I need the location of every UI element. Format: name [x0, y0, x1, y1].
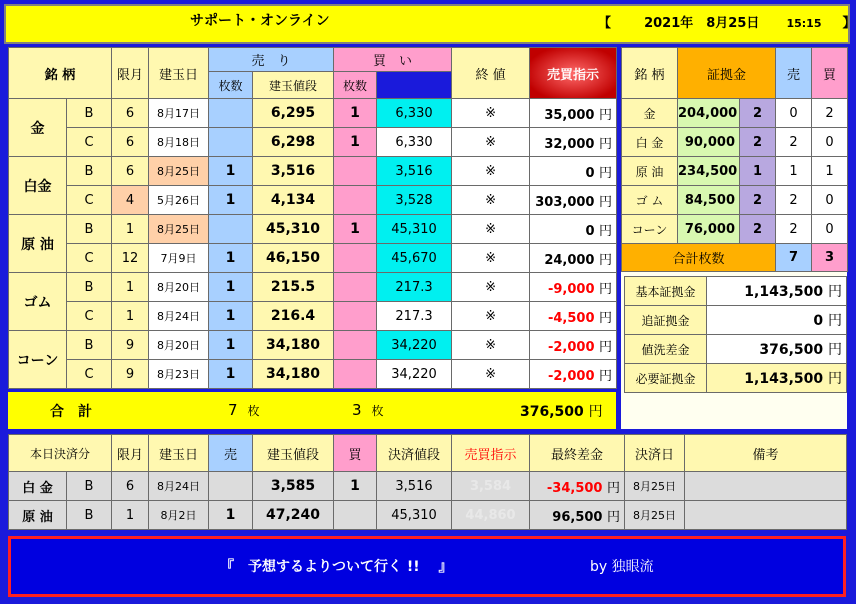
- position-signal: ※: [452, 360, 530, 389]
- position-close: 45,310: [377, 215, 452, 244]
- margin-table: [621, 47, 848, 272]
- position-diff: 35,000 円: [530, 99, 617, 128]
- time-label: 15:15: [786, 17, 822, 30]
- position-buy-count: [334, 331, 377, 360]
- position-diff: -9,000 円: [530, 273, 617, 302]
- position-date: 7月9日: [149, 244, 209, 273]
- settled-price: 3,516: [377, 472, 452, 501]
- settle-header-signal: 売買指示: [452, 435, 530, 472]
- header-buy-count: 枚数: [334, 72, 377, 99]
- margin-count: 1: [740, 157, 776, 186]
- summary-label: 値洗差金: [625, 335, 707, 364]
- position-row[interactable]: [9, 186, 617, 215]
- margin-commodity: ゴ ム: [622, 186, 678, 215]
- settled-commodity: 白 金: [9, 472, 67, 501]
- settled-type: B: [67, 501, 112, 530]
- settled-price: 45,310: [377, 501, 452, 530]
- position-sell-count: 1: [209, 360, 253, 389]
- position-date: 8月23日: [149, 360, 209, 389]
- position-diff: 32,000 円: [530, 128, 617, 157]
- position-month: 12: [112, 244, 149, 273]
- settle-header-settle-price: 決済値段: [377, 435, 452, 472]
- summary-value: 1,143,500 円: [707, 277, 847, 306]
- header-date: 建玉日: [149, 48, 209, 99]
- position-month: 6: [112, 157, 149, 186]
- settled-final-diff: -34,500 円: [530, 472, 625, 501]
- settle-header-entry: 建玉値段: [253, 435, 334, 472]
- position-type: B: [67, 331, 112, 360]
- position-date: 5月26日: [149, 186, 209, 215]
- settle-header-buy: 買: [334, 435, 377, 472]
- position-row[interactable]: [9, 99, 617, 128]
- position-row[interactable]: [9, 128, 617, 157]
- settle-header-note: 備考: [685, 435, 847, 472]
- position-close: 217.3: [377, 302, 452, 331]
- position-type: B: [67, 99, 112, 128]
- commodity-name: 原 油: [9, 215, 67, 273]
- position-sell-count: 1: [209, 273, 253, 302]
- position-close: 3,528: [377, 186, 452, 215]
- position-month: 9: [112, 331, 149, 360]
- header-name: 銘 柄: [9, 48, 112, 99]
- margin-total-buy: 3: [812, 244, 848, 272]
- settled-row[interactable]: [9, 472, 847, 501]
- settled-month: 1: [112, 501, 149, 530]
- position-signal: ※: [452, 244, 530, 273]
- header-entry-price: 建玉値段: [253, 72, 334, 99]
- page-title: サポート・オンライン: [190, 13, 330, 29]
- position-buy-count: 1: [334, 128, 377, 157]
- position-entry-price: 45,310: [253, 215, 334, 244]
- margin-amount: 204,000: [678, 99, 740, 128]
- header-month: 限月: [112, 48, 149, 99]
- margin-buy: 1: [812, 157, 848, 186]
- position-buy-count: [334, 302, 377, 331]
- position-signal: ※: [452, 302, 530, 331]
- slogan-text: 『 予想するよりついて行く !! 』: [220, 559, 453, 575]
- settled-settle-date: 8月25日: [625, 472, 685, 501]
- position-buy-count: [334, 244, 377, 273]
- position-sell-count: 1: [209, 244, 253, 273]
- position-buy-count: 1: [334, 215, 377, 244]
- position-date: 8月20日: [149, 331, 209, 360]
- margin-count: 2: [740, 186, 776, 215]
- margin-row: [622, 128, 848, 157]
- position-date: 8月25日: [149, 215, 209, 244]
- position-date: 8月20日: [149, 273, 209, 302]
- settled-final-diff: 96,500 円: [530, 501, 625, 530]
- position-entry-price: 34,180: [253, 360, 334, 389]
- summary-table: [624, 276, 847, 393]
- position-close: 45,670: [377, 244, 452, 273]
- settled-date: 8月24日: [149, 472, 209, 501]
- positions-table: [8, 47, 617, 389]
- margin-sell: 2: [776, 128, 812, 157]
- position-date: 8月18日: [149, 128, 209, 157]
- settle-header-sell: 売: [209, 435, 253, 472]
- summary-value: 1,143,500 円: [707, 364, 847, 393]
- position-signal: ※: [452, 99, 530, 128]
- position-month: 4: [112, 186, 149, 215]
- byline-text: by 独眼流: [590, 559, 654, 575]
- position-close: 6,330: [377, 99, 452, 128]
- commodity-name: ゴム: [9, 273, 67, 331]
- margin-buy: 0: [812, 215, 848, 244]
- margin-sell: 0: [776, 99, 812, 128]
- position-diff: -2,000 円: [530, 360, 617, 389]
- settled-entry: 47,240: [253, 501, 334, 530]
- position-entry-price: 3,516: [253, 157, 334, 186]
- margin-header-sell: 売: [776, 48, 812, 99]
- position-type: C: [67, 360, 112, 389]
- header-close: 終 値: [452, 48, 530, 99]
- position-sell-count: [209, 99, 253, 128]
- position-entry-price: 6,298: [253, 128, 334, 157]
- position-type: C: [67, 128, 112, 157]
- position-row[interactable]: [9, 302, 617, 331]
- settled-date: 8月2日: [149, 501, 209, 530]
- settle-header-final-diff: 最終差金: [530, 435, 625, 472]
- summary-row: [625, 364, 847, 393]
- position-signal: ※: [452, 128, 530, 157]
- position-type: C: [67, 244, 112, 273]
- header-sell: 売 り: [209, 48, 334, 72]
- position-close: 3,516: [377, 157, 452, 186]
- margin-row: [622, 186, 848, 215]
- position-date: 8月17日: [149, 99, 209, 128]
- datetime-display: [598, 12, 856, 31]
- position-type: C: [67, 186, 112, 215]
- position-signal: ※: [452, 215, 530, 244]
- margin-commodity: 原 油: [622, 157, 678, 186]
- position-type: B: [67, 273, 112, 302]
- position-sell-count: [209, 128, 253, 157]
- position-row[interactable]: [9, 157, 617, 186]
- commodity-name: 金: [9, 99, 67, 157]
- bracket-close: 】: [842, 16, 856, 31]
- settle-header-settle-date: 決済日: [625, 435, 685, 472]
- settled-month: 6: [112, 472, 149, 501]
- margin-row: [622, 215, 848, 244]
- position-diff: 0 円: [530, 215, 617, 244]
- position-date: 8月25日: [149, 157, 209, 186]
- totals-diff: 376,500 円: [520, 404, 603, 420]
- position-entry-price: 6,295: [253, 99, 334, 128]
- settled-sell: 1: [209, 501, 253, 530]
- settled-commodity: 原 油: [9, 501, 67, 530]
- position-diff: -2,000 円: [530, 331, 617, 360]
- margin-sell: 2: [776, 186, 812, 215]
- margin-commodity: 金: [622, 99, 678, 128]
- margin-amount: 84,500: [678, 186, 740, 215]
- summary-value: 0 円: [707, 306, 847, 335]
- position-close: 217.3: [377, 273, 452, 302]
- position-type: B: [67, 215, 112, 244]
- summary-label: 必要証拠金: [625, 364, 707, 393]
- margin-count: 2: [740, 215, 776, 244]
- settled-note: [685, 472, 847, 501]
- position-row[interactable]: [9, 360, 617, 389]
- margin-row: [622, 99, 848, 128]
- position-month: 6: [112, 128, 149, 157]
- settled-buy: [334, 501, 377, 530]
- margin-header-margin: 証拠金: [678, 48, 776, 99]
- position-entry-price: 215.5: [253, 273, 334, 302]
- settled-sell: [209, 472, 253, 501]
- bracket-open: 【: [598, 16, 612, 31]
- position-row[interactable]: [9, 244, 617, 273]
- position-sell-count: [209, 215, 253, 244]
- margin-sell: 1: [776, 157, 812, 186]
- position-sell-count: 1: [209, 302, 253, 331]
- position-row[interactable]: [9, 273, 617, 302]
- totals-sell: 7 枚: [228, 401, 260, 419]
- header-sell-count: 枚数: [209, 72, 253, 99]
- settled-entry: 3,585: [253, 472, 334, 501]
- margin-commodity: コーン: [622, 215, 678, 244]
- summary-value: 376,500 円: [707, 335, 847, 364]
- header-signal: 売買指示: [530, 48, 617, 99]
- margin-amount: 90,000: [678, 128, 740, 157]
- settled-buy: 1: [334, 472, 377, 501]
- position-buy-count: 1: [334, 99, 377, 128]
- date-label: 2021年 8月25日: [644, 16, 760, 31]
- header-buy: 買 い: [334, 48, 452, 72]
- summary-row: [625, 306, 847, 335]
- totals-label: 合 計: [50, 404, 92, 420]
- margin-buy: 2: [812, 99, 848, 128]
- settled-note: [685, 501, 847, 530]
- settled-table: [8, 434, 847, 530]
- position-row[interactable]: [9, 215, 617, 244]
- settled-signal: 44,860: [452, 501, 530, 530]
- margin-total-sell: 7: [776, 244, 812, 272]
- position-buy-count: [334, 360, 377, 389]
- position-entry-price: 46,150: [253, 244, 334, 273]
- totals-buy: 3 枚: [352, 401, 384, 419]
- position-close: 34,220: [377, 360, 452, 389]
- margin-header-name: 銘 柄: [622, 48, 678, 99]
- settle-header-name: 本日決済分: [9, 435, 112, 472]
- position-row[interactable]: [9, 331, 617, 360]
- settled-row[interactable]: [9, 501, 847, 530]
- settle-header-date: 建玉日: [149, 435, 209, 472]
- position-type: C: [67, 302, 112, 331]
- position-buy-count: [334, 186, 377, 215]
- position-diff: 24,000 円: [530, 244, 617, 273]
- position-month: 1: [112, 302, 149, 331]
- position-entry-price: 4,134: [253, 186, 334, 215]
- position-signal: ※: [452, 157, 530, 186]
- position-month: 1: [112, 273, 149, 302]
- position-diff: 0 円: [530, 157, 617, 186]
- commodity-name: 白金: [9, 157, 67, 215]
- position-entry-price: 216.4: [253, 302, 334, 331]
- position-signal: ※: [452, 331, 530, 360]
- position-sell-count: 1: [209, 157, 253, 186]
- position-date: 8月24日: [149, 302, 209, 331]
- settle-header-month: 限月: [112, 435, 149, 472]
- position-entry-price: 34,180: [253, 331, 334, 360]
- summary-row: [625, 335, 847, 364]
- margin-count: 2: [740, 128, 776, 157]
- margin-row: [622, 157, 848, 186]
- position-buy-count: [334, 273, 377, 302]
- position-diff: -4,500 円: [530, 302, 617, 331]
- position-type: B: [67, 157, 112, 186]
- margin-sell: 2: [776, 215, 812, 244]
- summary-row: [625, 277, 847, 306]
- position-signal: ※: [452, 186, 530, 215]
- margin-amount: 234,500: [678, 157, 740, 186]
- position-sell-count: 1: [209, 331, 253, 360]
- margin-amount: 76,000: [678, 215, 740, 244]
- position-close: 6,330: [377, 128, 452, 157]
- margin-header-buy: 買: [812, 48, 848, 99]
- settled-settle-date: 8月25日: [625, 501, 685, 530]
- margin-buy: 0: [812, 186, 848, 215]
- settled-signal: 3,584: [452, 472, 530, 501]
- commodity-name: コーン: [9, 331, 67, 389]
- summary-label: 追証拠金: [625, 306, 707, 335]
- position-sell-count: 1: [209, 186, 253, 215]
- position-diff: 303,000 円: [530, 186, 617, 215]
- margin-commodity: 白 金: [622, 128, 678, 157]
- position-buy-count: [334, 157, 377, 186]
- position-month: 1: [112, 215, 149, 244]
- settled-type: B: [67, 472, 112, 501]
- margin-count: 2: [740, 99, 776, 128]
- position-month: 6: [112, 99, 149, 128]
- position-signal: ※: [452, 273, 530, 302]
- margin-total-label: 合計枚数: [622, 244, 776, 272]
- summary-label: 基本証拠金: [625, 277, 707, 306]
- position-close: 34,220: [377, 331, 452, 360]
- margin-buy: 0: [812, 128, 848, 157]
- position-month: 9: [112, 360, 149, 389]
